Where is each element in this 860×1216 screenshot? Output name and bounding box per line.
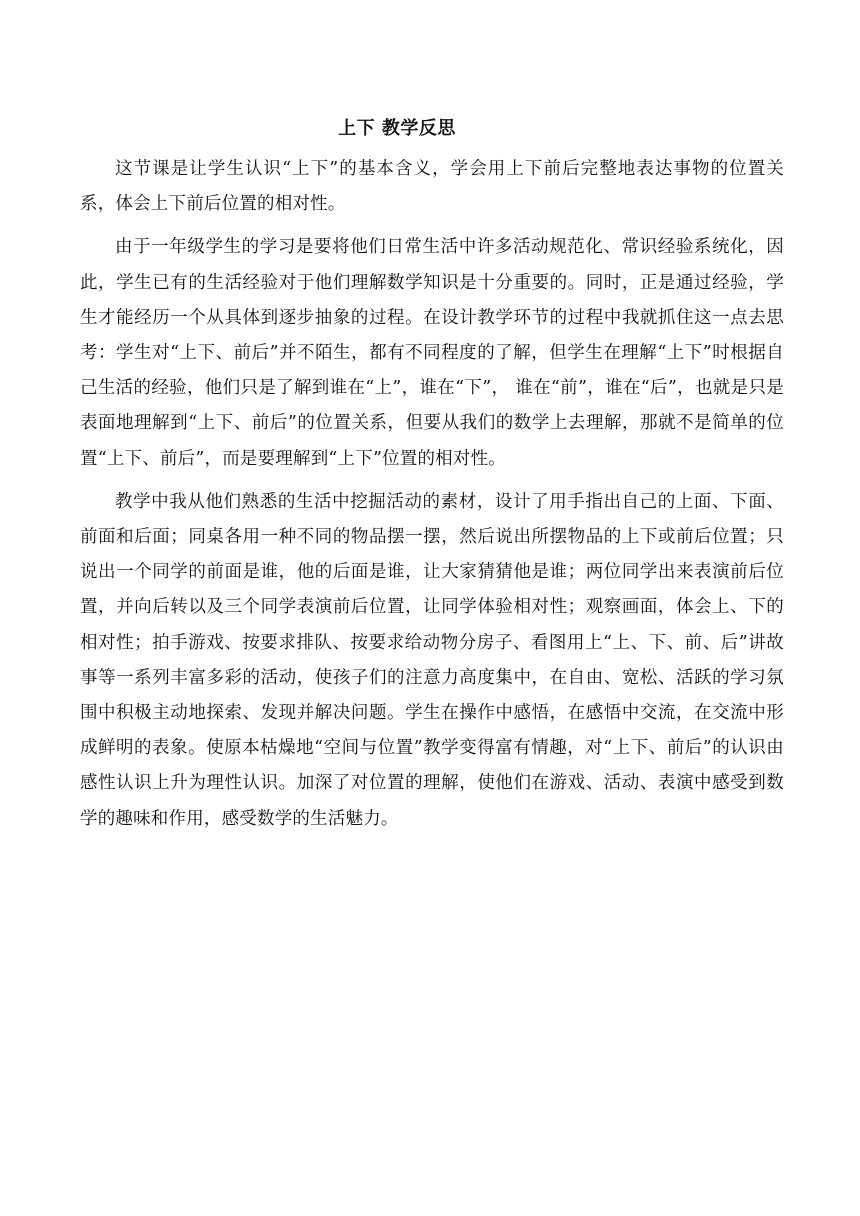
document-title: 上下 教学反思 — [338, 118, 456, 139]
paragraph-activities: 教学中我从他们熟悉的生活中挖掘活动的素材，设计了用手指出自己的上面、下面、前面和后面；同桌各用一种不同的物品摆一摆，然后说出所摆物品的上下或前后位置；只说出一个同学的前面是谁，他的后面是谁，让大家猜猜他是谁；两位同学出来表演前后位置，并向后转以及三个同学表演前后位置，让同学体验相对性；观察画面，体会上、下的相对性；拍手游戏、按要求排队、按要求给动物分房子、看图用上“上、下、前、后”讲故事等一系列丰富多彩的活动，使孩子们的注意力高度集中，在自由、宽松、活跃的学习氛围中积极主动地探索、发现并解决问题。学生在操作中感悟，在感悟中交流，在交流中形成鲜明的表象。使原本枯燥地“空间与位置”教学变得富有情趣，对“上下、前后”的认识由感性认识上升为理性认识。加深了对位置的理解，使他们在游戏、活动、表演中感受到数学的趣味和作用，感受数学的生活魅力。 — [80, 491, 784, 829]
paragraph-analysis: 由于一年级学生的学习是要将他们日常生活中许多活动规范化、常识经验系统化，因此，学生已有的生活经验对于他们理解数学知识是十分重要的。同时，正是通过经验，学生才能经历一个从具体到逐步抽象的过程。在设计教学环节的过程中我就抓住这一点去思考：学生对“上下、前后”并不陌生，都有不同程度的了解，但学生在理解“上下”时根据自己生活的经验，他们只是了解到谁在“上”，谁在“下”， 谁在“前”，谁在“后”，也就是只是表面地理解到“上下、前后”的位置关系，但要从我们的数学上去理解，那就不是简单的位置“上下、前后”，而是要理解到“上下”位置的相对性。 — [80, 237, 784, 469]
document-page — [80, 110, 784, 845]
paragraph-intro: 这节课是让学生认识“上下”的基本含义，学会用上下前后完整地表达事物的位置关系，体会上下前后位置的相对性。 — [80, 159, 784, 215]
